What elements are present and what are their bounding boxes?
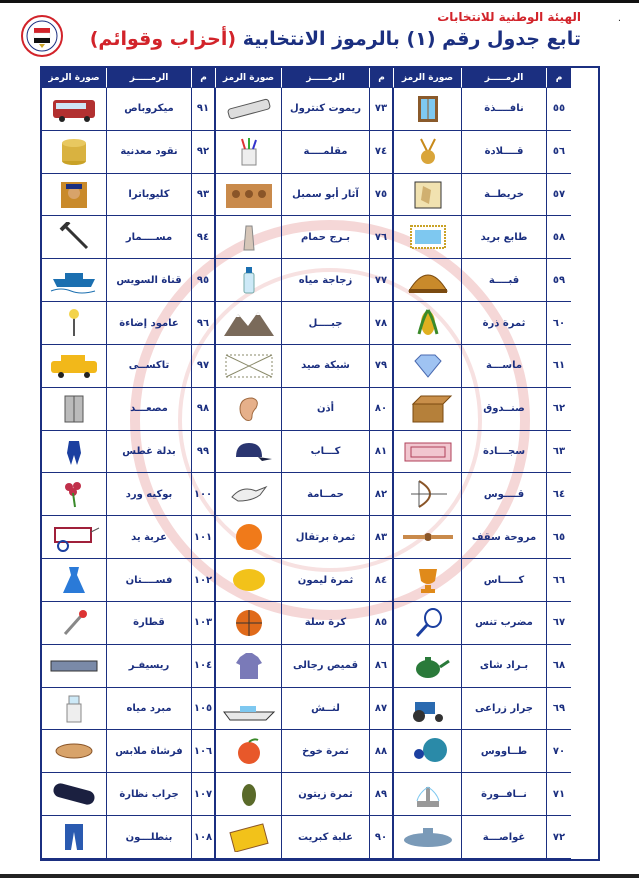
bullet-dot: · — [617, 16, 621, 27]
microbus-icon — [42, 88, 107, 131]
peach-icon — [216, 730, 282, 773]
postage-stamp-icon — [401, 222, 455, 252]
cap-icon — [216, 431, 282, 474]
lamp-post-icon — [42, 302, 107, 345]
symbol-name: خريطــة — [462, 174, 547, 217]
ceiling-fan-icon — [401, 522, 455, 552]
header-num-col-1: م — [547, 68, 571, 88]
trousers-icon — [47, 822, 101, 852]
symbol-number: ٩٢ — [192, 131, 216, 174]
symbol-number: ٧٥ — [370, 174, 394, 217]
symbol-name: مصعـــد — [107, 388, 192, 431]
symbol-name: نافــــذة — [462, 88, 547, 131]
water-cooler-icon — [42, 688, 107, 731]
symbol-name: زجاجة مياه — [282, 259, 370, 302]
symbol-name: ثمرة خوخ — [282, 730, 370, 773]
window-icon — [401, 94, 455, 124]
symbol-name: آثار أبو سمبل — [282, 174, 370, 217]
symbol-number: ٧٨ — [370, 302, 394, 345]
symbol-number: ٧٣ — [370, 88, 394, 131]
header-num-col-2: م — [370, 68, 394, 88]
symbol-name: كليوباترا — [107, 174, 192, 217]
coins-icon — [42, 131, 107, 174]
symbol-number: ١٠٢ — [192, 559, 216, 602]
matchbox-icon — [216, 816, 282, 859]
symbol-number: ٩٣ — [192, 174, 216, 217]
symbol-name: فرشاة ملابس — [107, 730, 192, 773]
ear-icon — [222, 394, 276, 424]
suez-canal-icon — [42, 259, 107, 302]
symbol-name: مضرب تنس — [462, 602, 547, 645]
symbol-number: ٦٢ — [547, 388, 571, 431]
symbol-name: بنطلـــون — [107, 816, 192, 859]
symbol-name: مقلمــــة — [282, 131, 370, 174]
receiver-icon — [47, 651, 101, 681]
symbol-number: ٨٨ — [370, 730, 394, 773]
symbol-number: ٥٧ — [547, 174, 571, 217]
symbol-name: كرة سلة — [282, 602, 370, 645]
tennis-racket-icon — [394, 602, 462, 645]
speedboat-icon — [216, 688, 282, 731]
dress-icon — [42, 559, 107, 602]
bow-icon — [394, 473, 462, 516]
symbol-number: ٧٤ — [370, 131, 394, 174]
pigeon-tower-icon — [216, 216, 282, 259]
cap-icon — [222, 437, 276, 467]
symbol-name: بـرج حمام — [282, 216, 370, 259]
pencil-cup-icon — [222, 137, 276, 167]
symbol-number: ١٠٥ — [192, 688, 216, 731]
map-icon — [394, 174, 462, 217]
dress-icon — [47, 565, 101, 595]
tennis-racket-icon — [401, 608, 455, 638]
water-cooler-icon — [47, 694, 101, 724]
corn-icon — [394, 302, 462, 345]
bouquet-icon — [47, 479, 101, 509]
window-icon — [394, 88, 462, 131]
symbol-number: ٩٧ — [192, 345, 216, 388]
ceiling-fan-icon — [394, 516, 462, 559]
symbol-number: ١٠٤ — [192, 645, 216, 688]
carpet-icon — [401, 437, 455, 467]
symbol-number: ٦٣ — [547, 431, 571, 474]
symbol-number: ٨٧ — [370, 688, 394, 731]
symbol-name: مســــمار — [107, 216, 192, 259]
symbol-number: ١٠٧ — [192, 773, 216, 816]
symbol-number: ٨٥ — [370, 602, 394, 645]
symbol-name: قــــلادة — [462, 131, 547, 174]
dropper-icon — [47, 608, 101, 638]
symbol-name: كـــــاس — [462, 559, 547, 602]
basketball-icon — [222, 608, 276, 638]
symbol-number: ١٠١ — [192, 516, 216, 559]
trophy-cup-icon — [401, 565, 455, 595]
symbol-name: كـــاب — [282, 431, 370, 474]
fishing-net-icon — [222, 351, 276, 381]
bottom-scan-border — [0, 874, 639, 878]
symbol-name: ماســـة — [462, 345, 547, 388]
shirt-icon — [222, 651, 276, 681]
water-bottle-icon — [216, 259, 282, 302]
basketball-icon — [216, 602, 282, 645]
symbol-number: ٩٤ — [192, 216, 216, 259]
lamp-post-icon — [47, 308, 101, 338]
postage-stamp-icon — [394, 216, 462, 259]
symbol-number: ٦٨ — [547, 645, 571, 688]
symbol-name: نــافــورة — [462, 773, 547, 816]
peach-icon — [222, 736, 276, 766]
symbol-name: طــاووس — [462, 730, 547, 773]
symbol-number: ٩٠ — [370, 816, 394, 859]
symbol-number: ٨٠ — [370, 388, 394, 431]
symbol-number: ١٠٦ — [192, 730, 216, 773]
symbol-name: ثمرة ذرة — [462, 302, 547, 345]
taxi-icon — [47, 351, 101, 381]
symbol-name: بـراد شاى — [462, 645, 547, 688]
mountain-icon — [222, 308, 276, 338]
remote-control-icon — [222, 94, 276, 124]
symbol-number: ١٠٠ — [192, 473, 216, 516]
symbol-name: مبرد مياه — [107, 688, 192, 731]
tractor-icon — [394, 688, 462, 731]
pencil-cup-icon — [216, 131, 282, 174]
peacock-icon — [394, 730, 462, 773]
symbol-number: ٧٩ — [370, 345, 394, 388]
submarine-icon — [401, 822, 455, 852]
symbol-name: قميص رجالى — [282, 645, 370, 688]
symbol-name: عامود إضاءة — [107, 302, 192, 345]
corn-icon — [401, 308, 455, 338]
carpet-icon — [394, 431, 462, 474]
trousers-icon — [42, 816, 107, 859]
header-symbol-col-2: الرمـــــز — [282, 68, 370, 88]
orange-icon — [216, 516, 282, 559]
abu-simbel-icon — [222, 180, 276, 210]
symbol-name: قــــوس — [462, 473, 547, 516]
symbol-name: فســــتان — [107, 559, 192, 602]
symbol-name: جراب نظارة — [107, 773, 192, 816]
symbol-name: لنــش — [282, 688, 370, 731]
dome-icon — [394, 259, 462, 302]
trophy-cup-icon — [394, 559, 462, 602]
remote-control-icon — [216, 88, 282, 131]
necklace-icon — [401, 137, 455, 167]
clothes-brush-icon — [47, 736, 101, 766]
symbol-name: ريسيفـر — [107, 645, 192, 688]
map-icon — [401, 180, 455, 210]
box-icon — [394, 388, 462, 431]
symbol-name: بوكيه ورد — [107, 473, 192, 516]
header-image-col-2: صورة الرمز — [216, 68, 282, 88]
symbol-name: غواصـــة — [462, 816, 547, 859]
symbol-number: ٦٦ — [547, 559, 571, 602]
symbol-number: ٩١ — [192, 88, 216, 131]
symbol-name: ثمرة برتقال — [282, 516, 370, 559]
symbol-number: ١٠٨ — [192, 816, 216, 859]
symbol-number: ٨٢ — [370, 473, 394, 516]
symbol-number: ٧٢ — [547, 816, 571, 859]
dropper-icon — [42, 602, 107, 645]
symbol-name: ريموت كنترول — [282, 88, 370, 131]
box-icon — [401, 394, 455, 424]
symbol-name: ميكروباص — [107, 88, 192, 131]
shirt-icon — [216, 645, 282, 688]
top-scan-border — [0, 0, 639, 3]
nail-icon — [42, 216, 107, 259]
symbol-number: ٩٦ — [192, 302, 216, 345]
symbol-name: بدلة غطس — [107, 431, 192, 474]
symbol-name: صنــدوق — [462, 388, 547, 431]
submarine-icon — [394, 816, 462, 859]
symbols-table — [40, 66, 600, 861]
header-image-col-1: صورة الرمز — [394, 68, 462, 88]
symbol-name: قبــــة — [462, 259, 547, 302]
symbol-number: ٧٠ — [547, 730, 571, 773]
tractor-icon — [401, 694, 455, 724]
nail-icon — [47, 222, 101, 252]
symbol-name: تاكســى — [107, 345, 192, 388]
olive-icon — [222, 779, 276, 809]
symbol-number: ٨٩ — [370, 773, 394, 816]
bow-icon — [401, 479, 455, 509]
lemon-icon — [216, 559, 282, 602]
olive-icon — [216, 773, 282, 816]
symbol-name: جرار زراعى — [462, 688, 547, 731]
symbol-number: ٥٥ — [547, 88, 571, 131]
symbol-number: ٨٤ — [370, 559, 394, 602]
symbol-number: ٥٩ — [547, 259, 571, 302]
fountain-icon — [394, 773, 462, 816]
fountain-icon — [401, 779, 455, 809]
orange-icon — [222, 522, 276, 552]
water-bottle-icon — [222, 265, 276, 295]
clothes-brush-icon — [42, 730, 107, 773]
peacock-icon — [401, 736, 455, 766]
symbol-name: جبــــل — [282, 302, 370, 345]
symbol-number: ٩٨ — [192, 388, 216, 431]
symbol-number: ٧١ — [547, 773, 571, 816]
symbol-number: ٩٥ — [192, 259, 216, 302]
glasses-case-icon — [47, 779, 101, 809]
title-parenthetical: (أحزاب وقوائم) — [89, 28, 237, 50]
pigeon-tower-icon — [222, 222, 276, 252]
symbol-number: ٥٨ — [547, 216, 571, 259]
elevator-icon — [42, 388, 107, 431]
symbol-name: أذن — [282, 388, 370, 431]
necklace-icon — [394, 131, 462, 174]
election-commission-logo-icon — [20, 14, 64, 58]
symbol-number: ٥٦ — [547, 131, 571, 174]
symbol-number: ٧٦ — [370, 216, 394, 259]
symbol-number: ١٠٣ — [192, 602, 216, 645]
page-title — [90, 28, 581, 50]
symbol-name: ثمرة ليمون — [282, 559, 370, 602]
header-num-col-3: م — [192, 68, 216, 88]
symbol-number: ٩٩ — [192, 431, 216, 474]
symbol-name: سجـــادة — [462, 431, 547, 474]
handcart-icon — [42, 516, 107, 559]
symbol-name: شبكة صيد — [282, 345, 370, 388]
diamond-icon — [394, 345, 462, 388]
title-main: تابع جدول رقم (١) بالرموز الانتخابية — [242, 28, 581, 50]
symbol-number: ٨٣ — [370, 516, 394, 559]
symbol-number: ٦٧ — [547, 602, 571, 645]
symbol-name: نقود معدنية — [107, 131, 192, 174]
taxi-icon — [42, 345, 107, 388]
receiver-icon — [42, 645, 107, 688]
suez-canal-icon — [47, 265, 101, 295]
microbus-icon — [47, 94, 101, 124]
coins-icon — [47, 137, 101, 167]
header-symbol-col-1: الرمـــــز — [462, 68, 547, 88]
dome-icon — [401, 265, 455, 295]
diamond-icon — [401, 351, 455, 381]
mountain-icon — [216, 302, 282, 345]
page-header — [0, 6, 639, 64]
organization-name: الهيئة الوطنية للانتخابات — [437, 10, 581, 24]
symbol-number: ٧٧ — [370, 259, 394, 302]
symbol-number: ٨٦ — [370, 645, 394, 688]
dove-icon — [222, 479, 276, 509]
teapot-icon — [394, 645, 462, 688]
symbol-name: علبة كبريت — [282, 816, 370, 859]
symbol-number: ٦٤ — [547, 473, 571, 516]
elevator-icon — [47, 394, 101, 424]
symbol-name: حمــامة — [282, 473, 370, 516]
diving-suit-icon — [47, 437, 101, 467]
abu-simbel-icon — [216, 174, 282, 217]
symbol-name: عربة يد — [107, 516, 192, 559]
symbol-name: ثمرة زيتون — [282, 773, 370, 816]
dove-icon — [216, 473, 282, 516]
symbol-number: ٦٠ — [547, 302, 571, 345]
symbol-name: طابع بريد — [462, 216, 547, 259]
cleopatra-icon — [47, 180, 101, 210]
bouquet-icon — [42, 473, 107, 516]
diving-suit-icon — [42, 431, 107, 474]
header-image-col-3: صورة الرمز — [42, 68, 107, 88]
symbol-number: ٦٩ — [547, 688, 571, 731]
symbol-number: ٦٥ — [547, 516, 571, 559]
fishing-net-icon — [216, 345, 282, 388]
speedboat-icon — [222, 694, 276, 724]
lemon-icon — [222, 565, 276, 595]
symbol-name: مروحة سقف — [462, 516, 547, 559]
glasses-case-icon — [42, 773, 107, 816]
handcart-icon — [47, 522, 101, 552]
ear-icon — [216, 388, 282, 431]
matchbox-icon — [222, 822, 276, 852]
symbol-number: ٨١ — [370, 431, 394, 474]
symbol-name: قناة السويس — [107, 259, 192, 302]
symbol-number: ٦١ — [547, 345, 571, 388]
symbol-name: قطارة — [107, 602, 192, 645]
cleopatra-icon — [42, 174, 107, 217]
header-symbol-col-3: الرمـــــز — [107, 68, 192, 88]
teapot-icon — [401, 651, 455, 681]
